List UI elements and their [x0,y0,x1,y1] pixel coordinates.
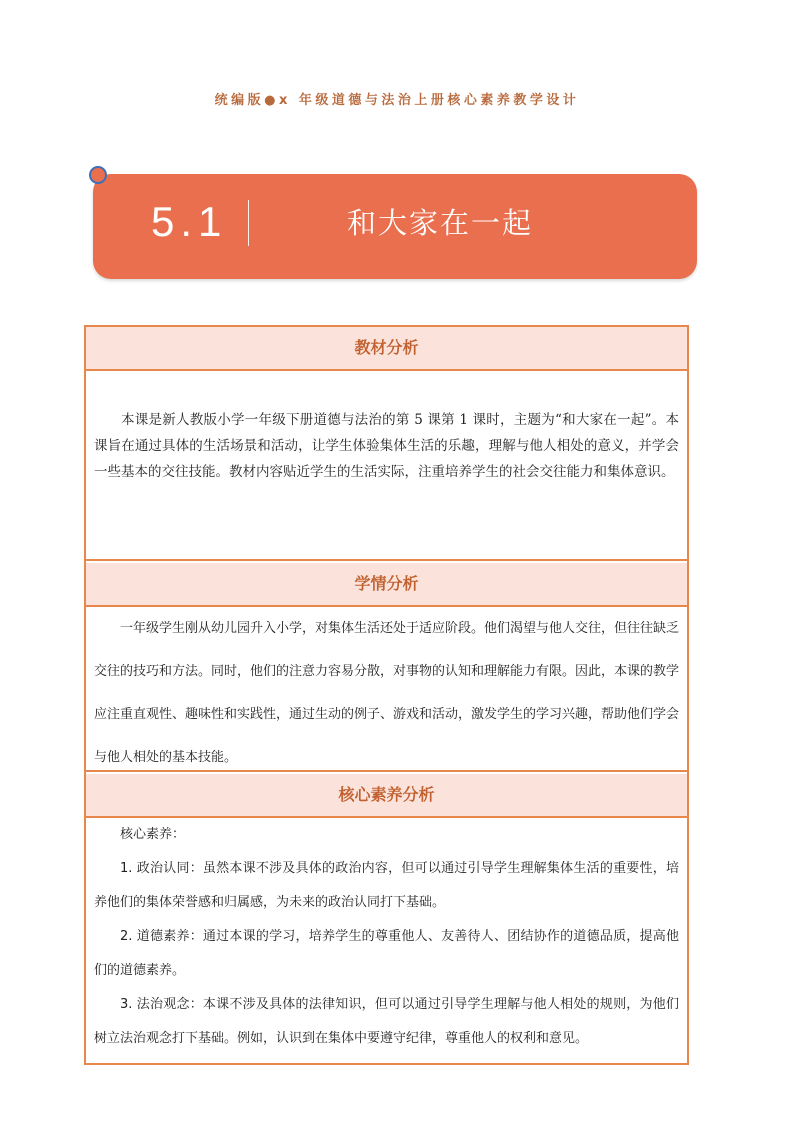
banner-dot-ornament [89,166,107,184]
section-heading-core-literacy-analysis: 核心素养分析 [86,774,687,818]
running-header: 统编版●x 年级道德与法治上册核心素养教学设计 [214,93,580,108]
paragraph: 核心素养： [120,827,186,842]
lesson-title: 和大家在一起 [347,206,534,240]
section-body-student-analysis [86,607,687,772]
lesson-banner [93,174,697,279]
lesson-number: 5.1 [151,198,228,245]
section-heading-textbook-analysis: 教材分析 [86,327,687,371]
paragraph: 2. 道德素养：通过本课的学习，培养学生的尊重他人、友善待人、团结协作的道德品质，提高他们的道德素养。 [94,929,679,978]
section-heading-student-analysis: 学情分析 [86,563,687,607]
paragraph: 3. 法治观念：本课不涉及具体的法律知识，但可以通过引导学生理解与他人相处的规则，为他们树立法治观念打下基础。例如，认识到在集体中要遵守纪律，尊重他人的权利和意见。 [94,997,679,1046]
paragraph: 本课是新人教版小学一年级下册道德与法治的第 5 课第 1 课时，主题为“和大家在一起”。本课旨在通过具体的生活场景和活动，让学生体验集体生活的乐趣，理解与他人相处的意义，并学会一些基本的交往技能。教材内容贴近学生的生活实际，注重培养学生的社会交往能力和集体意识。 [94,412,679,480]
analysis-table [84,325,689,1065]
banner-divider [248,200,249,246]
section-body-textbook-analysis [86,371,687,561]
section-body-core-literacy-analysis [86,818,687,1063]
paragraph: 1. 政治认同：虽然本课不涉及具体的政治内容，但可以通过引导学生理解集体生活的重要性，培养他们的集体荣誉感和归属感，为未来的政治认同打下基础。 [94,861,679,910]
paragraph: 一年级学生刚从幼儿园升入小学，对集体生活还处于适应阶段。他们渴望与他人交往，但往往缺乏交往的技巧和方法。同时，他们的注意力容易分散，对事物的认知和理解能力有限。因此，本课的教学应注重直观性、趣味性和实践性，通过生动的例子、游戏和活动，激发学生的学习兴趣，帮助他们学会与他人相处的基本技能。 [94,621,680,765]
